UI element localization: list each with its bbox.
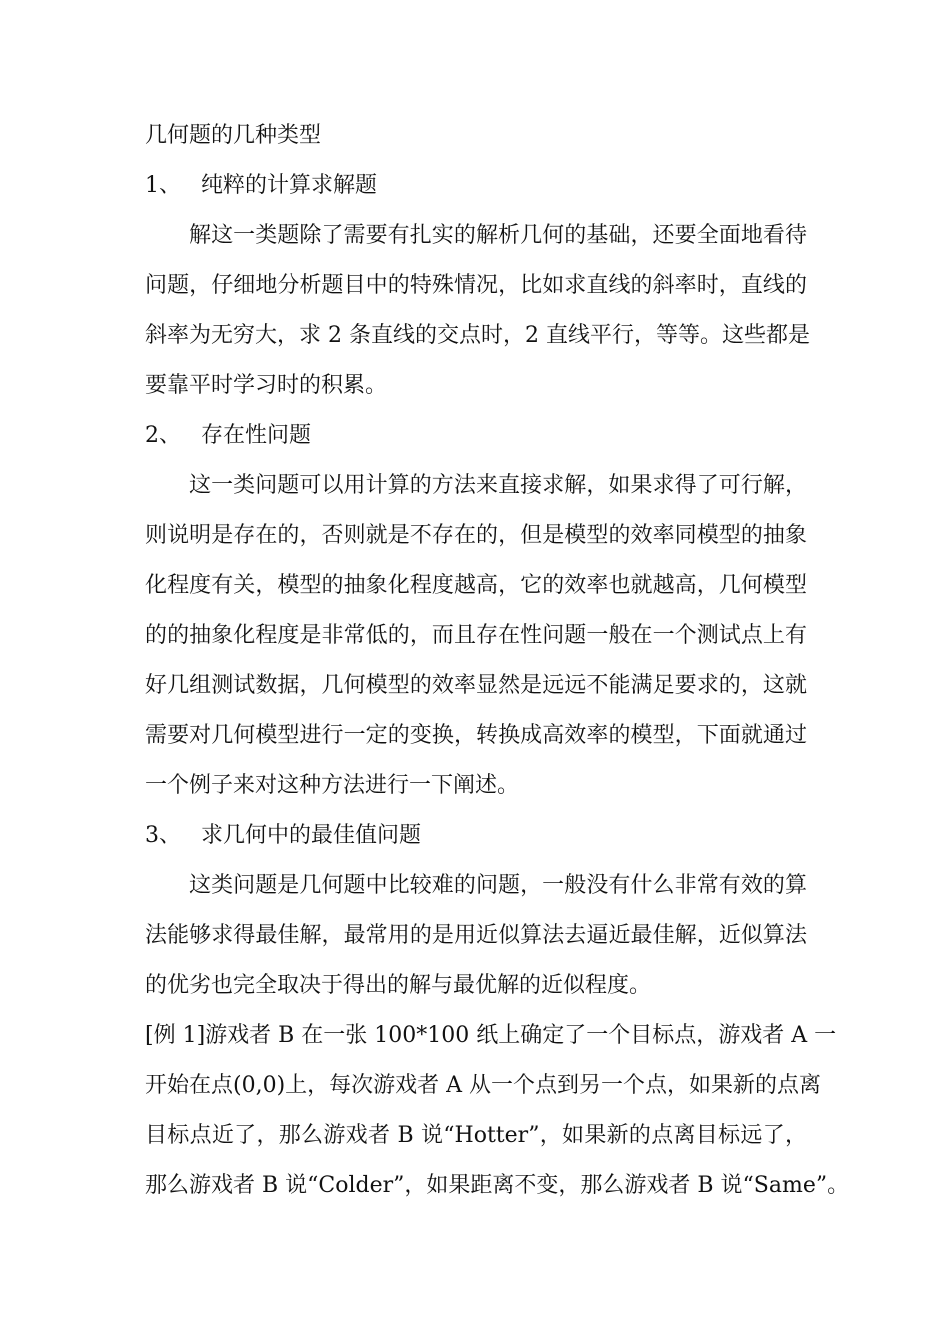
example-line: 那么游戏者 B 说“Colder”，如果距离不变，那么游戏者 B 说“Same”。 xyxy=(145,1173,850,1198)
paragraph-line: 问题，仔细地分析题目中的特殊情况，比如求直线的斜率时，直线的 xyxy=(145,273,807,298)
paragraph-line: 一个例子来对这种方法进行一下阐述。 xyxy=(145,773,520,798)
paragraph-line: 斜率为无穷大，求 2 条直线的交点时，2 直线平行，等等。这些都是 xyxy=(145,323,810,348)
paragraph-line: 需要对几何模型进行一定的变换，转换成高效率的模型，下面就通过 xyxy=(145,723,807,748)
paragraph-line: 的优劣也完全取决于得出的解与最优解的近似程度。 xyxy=(145,973,652,998)
paragraph-line: 则说明是存在的，否则就是不存在的，但是模型的效率同模型的抽象 xyxy=(145,523,807,548)
paragraph-line: 要靠平时学习时的积累。 xyxy=(145,373,388,398)
section-heading-text-1: 纯粹的计算求解题 xyxy=(201,173,378,198)
paragraph-line: 的的抽象化程度是非常低的，而且存在性问题一般在一个测试点上有 xyxy=(145,623,807,648)
example-line: [例 1]游戏者 B 在一张 100*100 纸上确定了一个目标点，游戏者 A 一 xyxy=(145,1023,837,1048)
paragraph-line: 好几组测试数据，几何模型的效率显然是远远不能满足要求的，这就 xyxy=(145,673,807,698)
section-number-2: 2、 xyxy=(145,423,181,448)
paragraph-line: 这一类问题可以用计算的方法来直接求解，如果求得了可行解， xyxy=(189,473,807,498)
section-number-3: 3、 xyxy=(145,823,181,848)
paragraph-line: 法能够求得最佳解，最常用的是用近似算法去逼近最佳解，近似算法 xyxy=(145,923,807,948)
section-heading-1 xyxy=(145,161,807,211)
section-heading-text-3: 求几何中的最佳值问题 xyxy=(201,823,422,848)
example-line: 目标点近了，那么游戏者 B 说“Hotter”，如果新的点离目标远了， xyxy=(145,1123,807,1148)
section-number-1: 1、 xyxy=(145,173,181,198)
section-heading-3 xyxy=(145,811,807,861)
document-page xyxy=(145,111,850,1211)
document-title: 几何题的几种类型 xyxy=(145,123,322,148)
section-heading-text-2: 存在性问题 xyxy=(201,423,312,448)
example-line: 开始在点(0,0)上，每次游戏者 A 从一个点到另一个点，如果新的点离 xyxy=(145,1073,822,1098)
paragraph-line: 这类问题是几何题中比较难的问题，一般没有什么非常有效的算 xyxy=(189,873,807,898)
section-heading-2 xyxy=(145,411,807,461)
paragraph-line: 解这一类题除了需要有扎实的解析几何的基础，还要全面地看待 xyxy=(189,223,807,248)
paragraph-line: 化程度有关，模型的抽象化程度越高，它的效率也就越高，几何模型 xyxy=(145,573,807,598)
